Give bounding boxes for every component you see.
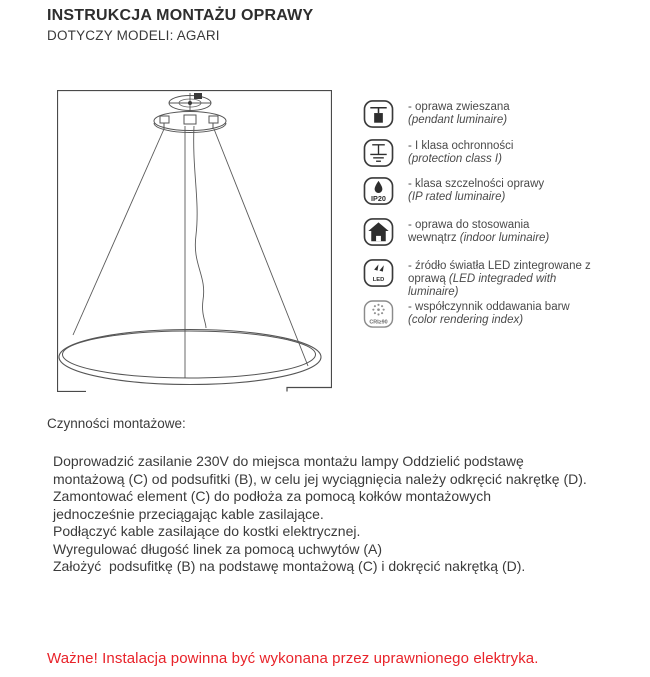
installation-steps (53, 453, 628, 576)
document-header (47, 7, 313, 43)
legend-label-en: (protection class I) (408, 153, 502, 165)
legend-row-cri (363, 300, 570, 329)
legend-label-pl: - klasa szczelności oprawy (408, 178, 545, 190)
legend-text (408, 301, 570, 327)
led-badge: LED (372, 277, 385, 284)
legend-label-en: (pendant luminaire) (408, 114, 508, 126)
legend-row-indoor (363, 218, 580, 247)
pendant-icon (363, 100, 394, 129)
legend-label-pl: - źródło światła LED zintegrowane z oprawą (408, 260, 591, 285)
led-icon (363, 259, 394, 288)
step-line: Doprowadzić zasilanie 230V do miejsca montażu lampy Oddzielić podstawę (53, 453, 524, 469)
legend-text (408, 219, 580, 245)
page-subtitle: DOTYCZY MODELI: AGARI (47, 28, 220, 43)
step-line: Założyć podsufitkę (B) na podstawę montażową (C) i dokręcić nakrętką (D). (53, 558, 526, 574)
step-line: montażową (C) od podsufitki (B), w celu jej wyciągnięcia należy odkręcić nakrętkę (D). (53, 470, 587, 487)
step-line: Wyregulować długość linek za pomocą uchwytów (A) (53, 540, 383, 557)
ground-icon (363, 139, 394, 168)
cri-icon (363, 300, 394, 329)
legend-label-en: (IP rated luminaire) (408, 191, 506, 203)
electrician-warning: Ważne! Instalacja powinna być wykonana przez uprawnionego elektryka. (47, 650, 539, 667)
legend-label-en: (LED integraded with luminaire) (408, 273, 557, 298)
cri-badge: CRI≥90 (369, 319, 388, 326)
legend-label-en: (indoor luminaire) (459, 232, 550, 244)
legend-text (408, 140, 513, 166)
page-title: INSTRUKCJA MONTAŻU OPRAWY (47, 7, 314, 24)
step-line: Podłączyć kable zasilające do kostki elektrycznej. (53, 523, 361, 539)
legend-label-pl: - oprawa do stosowania wewnątrz (408, 219, 530, 244)
legend-text (408, 260, 594, 299)
legend-label-en: (color rendering index) (408, 314, 524, 326)
step-line: Zamontować element (C) do podłoża za pomocą kołków montażowych (53, 488, 492, 504)
legend-row-ip-rating (363, 177, 544, 206)
steps-heading: Czynności montażowe: (47, 416, 186, 431)
legend-label-pl: - oprawa zwieszana (408, 101, 510, 113)
lamp-diagram (57, 90, 332, 392)
legend-label-pl: - I klasa ochronności (408, 140, 514, 152)
step-line: jednocześnie przeciągając kable zasilające. (53, 505, 324, 522)
legend-label-pl: - współczynnik oddawania barw (408, 301, 570, 313)
legend-row-pendant (363, 100, 510, 129)
legend-text (408, 178, 544, 204)
ip-icon (363, 177, 394, 206)
legend-text (408, 101, 510, 127)
pendant-lamp-drawing-icon (57, 90, 332, 392)
legend-row-led (363, 259, 594, 299)
legend-row-protection-class (363, 139, 513, 168)
ip-badge: IP20 (371, 194, 386, 204)
house-icon (363, 218, 394, 247)
